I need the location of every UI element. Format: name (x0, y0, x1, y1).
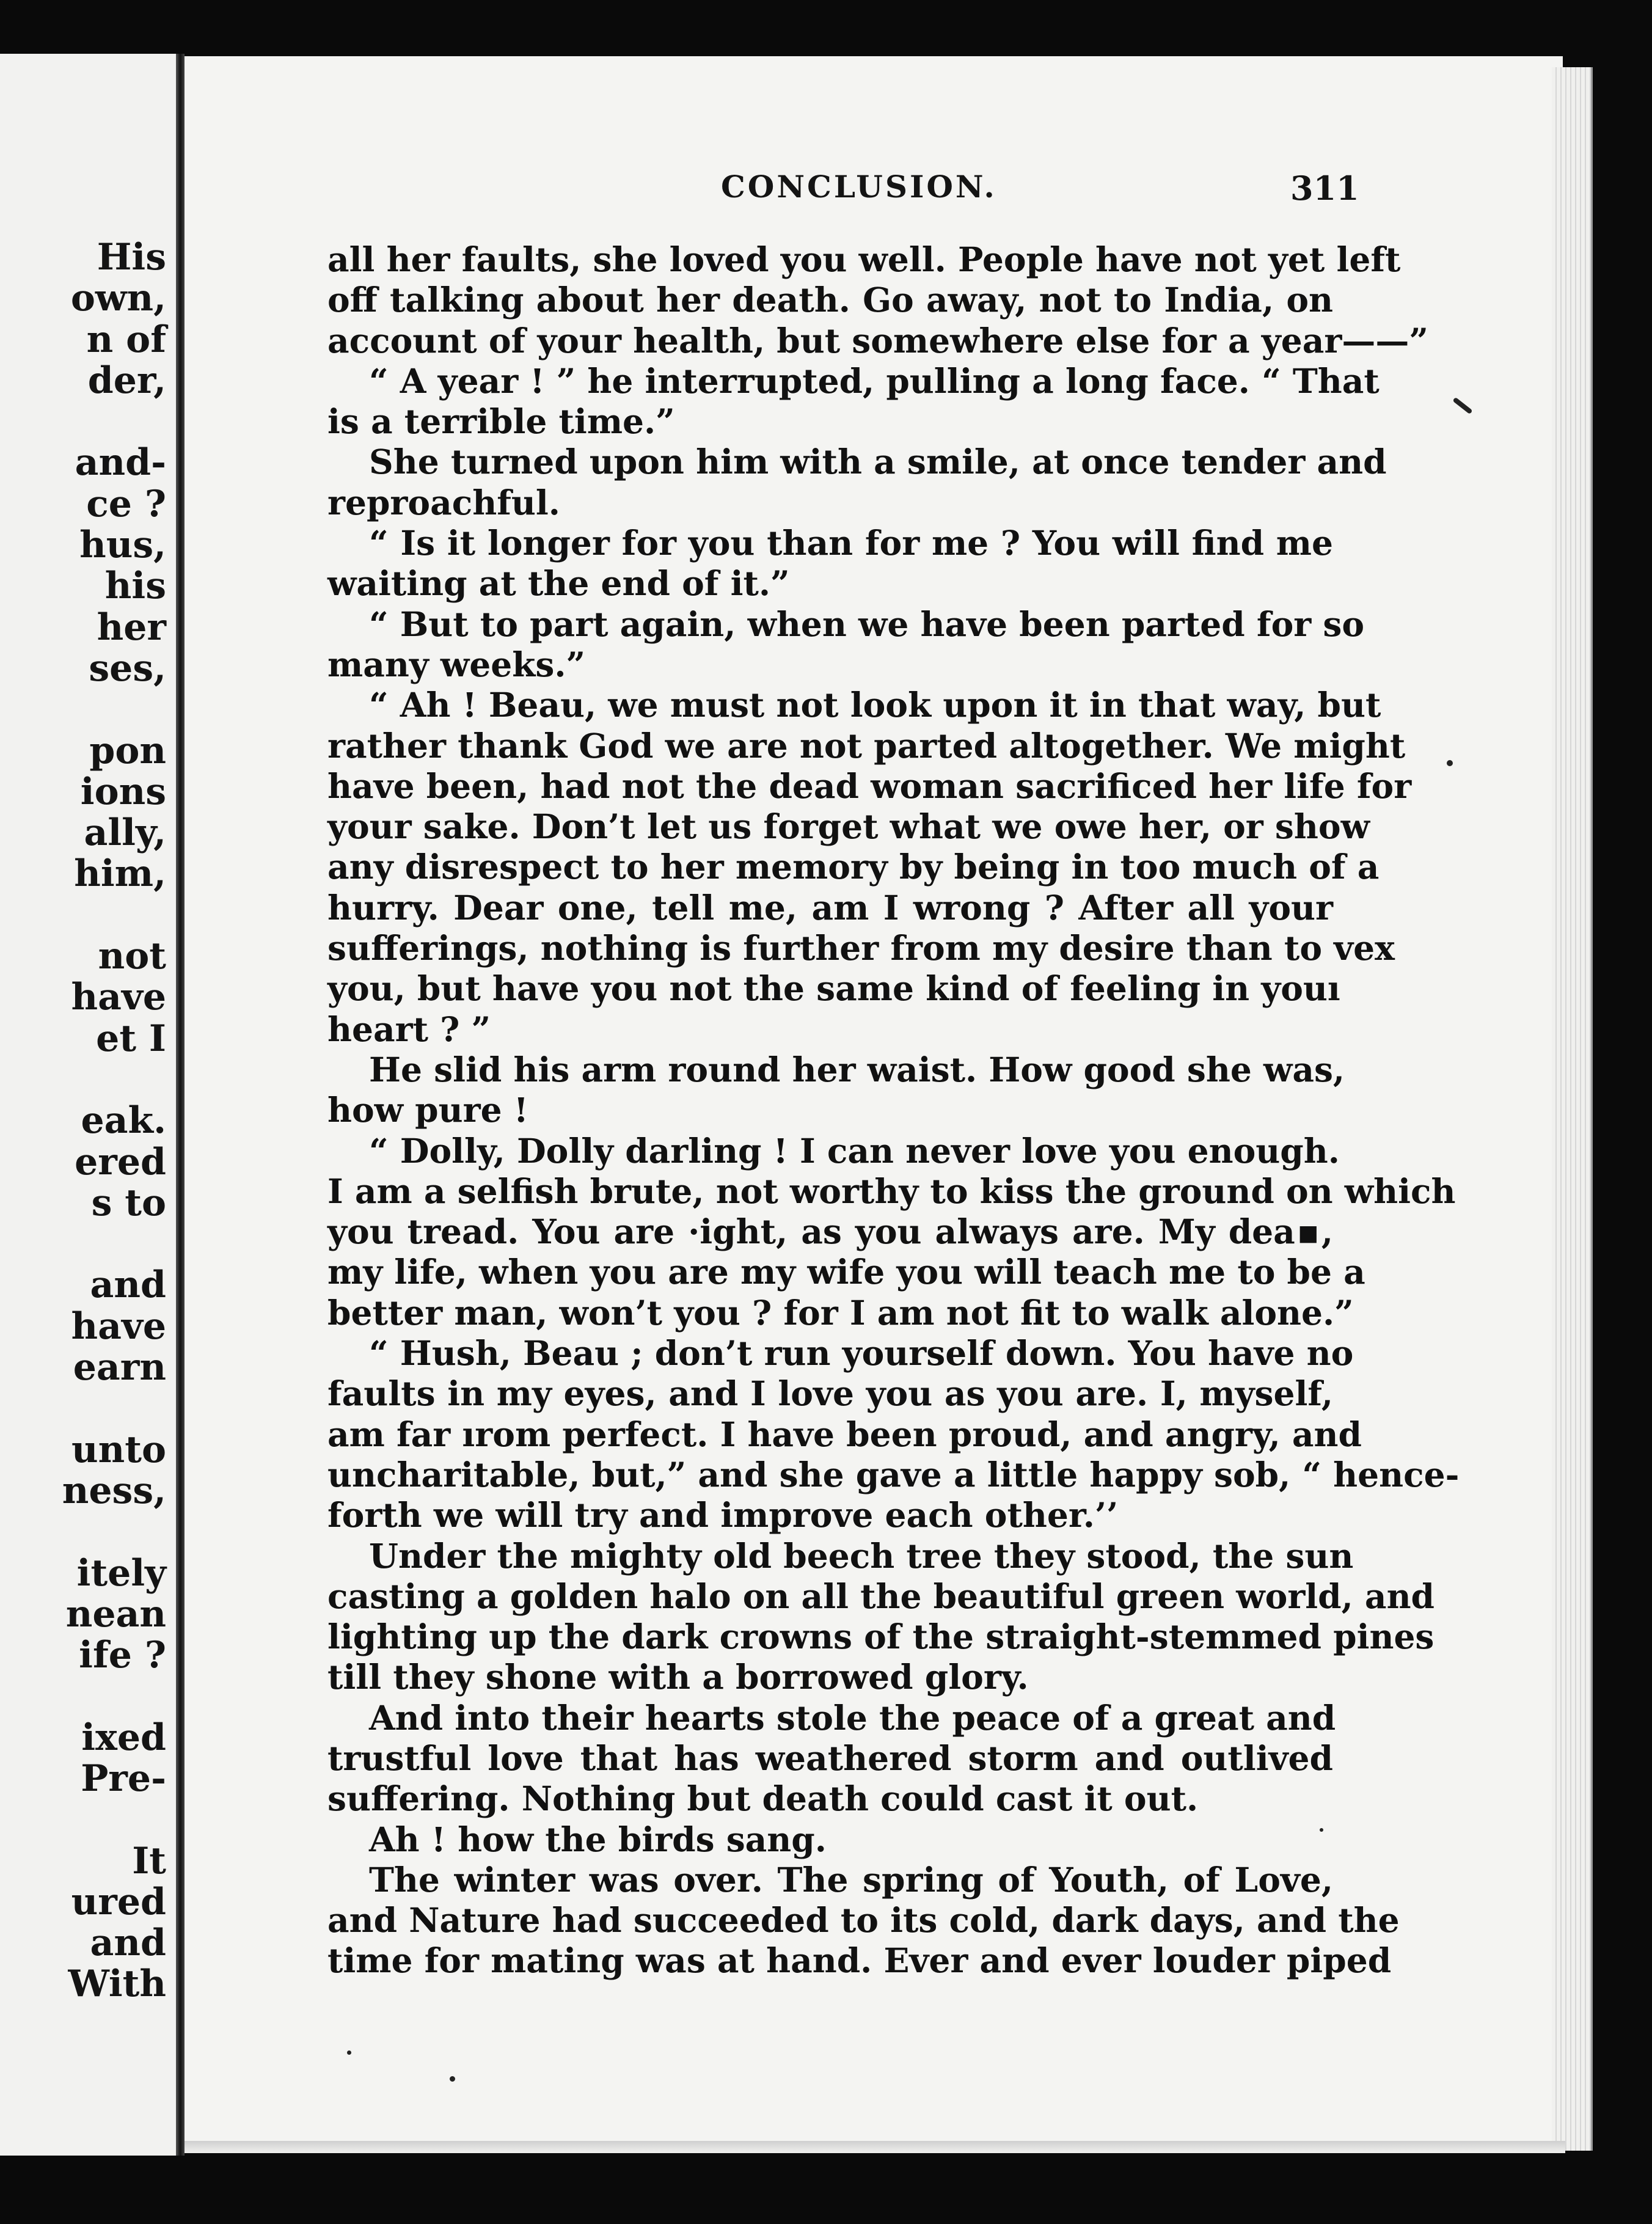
page-number: 311 (1290, 169, 1359, 208)
text-line: my life, when you are my wife you will teach me to be a (327, 1252, 1365, 1292)
text-line: And into their hearts stole the peace of a great and (369, 1697, 1336, 1738)
text-line: reproachful. (327, 482, 560, 522)
text-line: lighting up the dark crowns of the straight-stemmed pines (327, 1617, 1435, 1657)
text-line: you, but have you not the same kind of feeling in youı (327, 968, 1340, 1009)
text-line: The winter was over. The spring of Youth, of Love, (369, 1859, 1333, 1900)
text-line: She turned upon him with a smile, at once tender and (369, 442, 1387, 482)
text-line: heart ? ” (327, 1009, 491, 1049)
text-line: is a terrible time.” (327, 401, 675, 442)
text-line: till they shone with a borrowed glory. (327, 1657, 1029, 1697)
text-line: how pure ! (327, 1090, 528, 1130)
text-line: you tread. You are ·ight, as you always are. My dea▪, (327, 1212, 1333, 1252)
text-line: suffering. Nothing but death could cast it out. (327, 1779, 1199, 1819)
dust-speck (1447, 760, 1453, 766)
text-line: uncharitable, but,” and she gave a little happy sob, “ hence- (327, 1454, 1460, 1494)
text-line: better man, won’t you ? for I am not fit to walk alone.” (327, 1292, 1354, 1333)
text-line: rather thank God we are not parted altogether. We might (327, 725, 1406, 766)
text-line: off talking about her death. Go away, not to India, on (327, 280, 1333, 320)
text-line: trustful love that has weathered storm and outlived (327, 1738, 1333, 1778)
left-page-text-fragments: His own, n of der, and- ce ? hus, his her ses, pon ions ally, him, not have et I eak. ered s to and have earn unto ness, itely nean ife ? ixed Pre- It ured and With (62, 236, 166, 2006)
text-line: am far ırom perfect. I have been proud, and angry, and (327, 1414, 1362, 1454)
text-line: have been, had not the dead woman sacrificed her life for (327, 766, 1412, 806)
text-line: casting a golden halo on all the beautiful green world, and (327, 1576, 1435, 1616)
text-line: any disrespect to her memory by being in too much of a (327, 847, 1380, 887)
text-line: “ Ah ! Beau, we must not look upon it in that way, but (369, 685, 1381, 725)
text-line: “ But to part again, when we have been parted for so (369, 604, 1365, 644)
text-line: time for mating was at hand. Ever and ever louder piped (327, 1941, 1392, 1981)
text-line: I am a selfish brute, not worthy to kiss the ground on which (327, 1171, 1456, 1211)
text-line: “ Dolly, Dolly darling ! I can never love you enough. (369, 1130, 1340, 1171)
body-text (327, 240, 1460, 1981)
text-line: “ Is it longer for you than for me ? You will find me (369, 523, 1333, 563)
text-line: your sake. Don’t let us forget what we owe her, or show (327, 807, 1370, 847)
text-line: Under the mighty old beech tree they stood, the sun (369, 1535, 1354, 1576)
dust-speck (347, 2050, 351, 2055)
text-line: many weeks.” (327, 644, 586, 684)
text-line: hurry. Dear one, tell me, am I wrong ? After all your (327, 887, 1333, 927)
left-page (0, 54, 176, 2156)
dust-speck (450, 2076, 455, 2082)
text-line: sufferings, nothing is further from my desire than to vex (327, 928, 1395, 968)
text-line: account of your health, but somewhere else for a year——” (327, 320, 1429, 360)
book-spine (176, 54, 185, 2156)
page-bottom-edge (185, 2141, 1565, 2153)
text-line: He slid his arm round her waist. How good she was, (369, 1049, 1345, 1089)
text-line: and Nature had succeeded to its cold, dark days, and the (327, 1900, 1400, 1941)
text-line: “ Hush, Beau ; don’t run yourself down. You have no (369, 1333, 1354, 1374)
text-line: Ah ! how the birds sang. (369, 1819, 827, 1859)
text-line: forth we will try and improve each other.’’ (327, 1495, 1119, 1535)
page-edges (1552, 67, 1593, 2151)
text-line: waiting at the end of it.” (327, 563, 790, 604)
text-line: all her faults, she loved you well. People have not yet left (327, 240, 1401, 279)
text-line: “ A year ! ” he interrupted, pulling a long face. “ That (369, 360, 1380, 401)
text-line: faults in my eyes, and I love you as you are. I, myself, (327, 1374, 1333, 1414)
running-head: CONCLUSION. (721, 169, 997, 205)
dust-speck (1320, 1828, 1323, 1832)
